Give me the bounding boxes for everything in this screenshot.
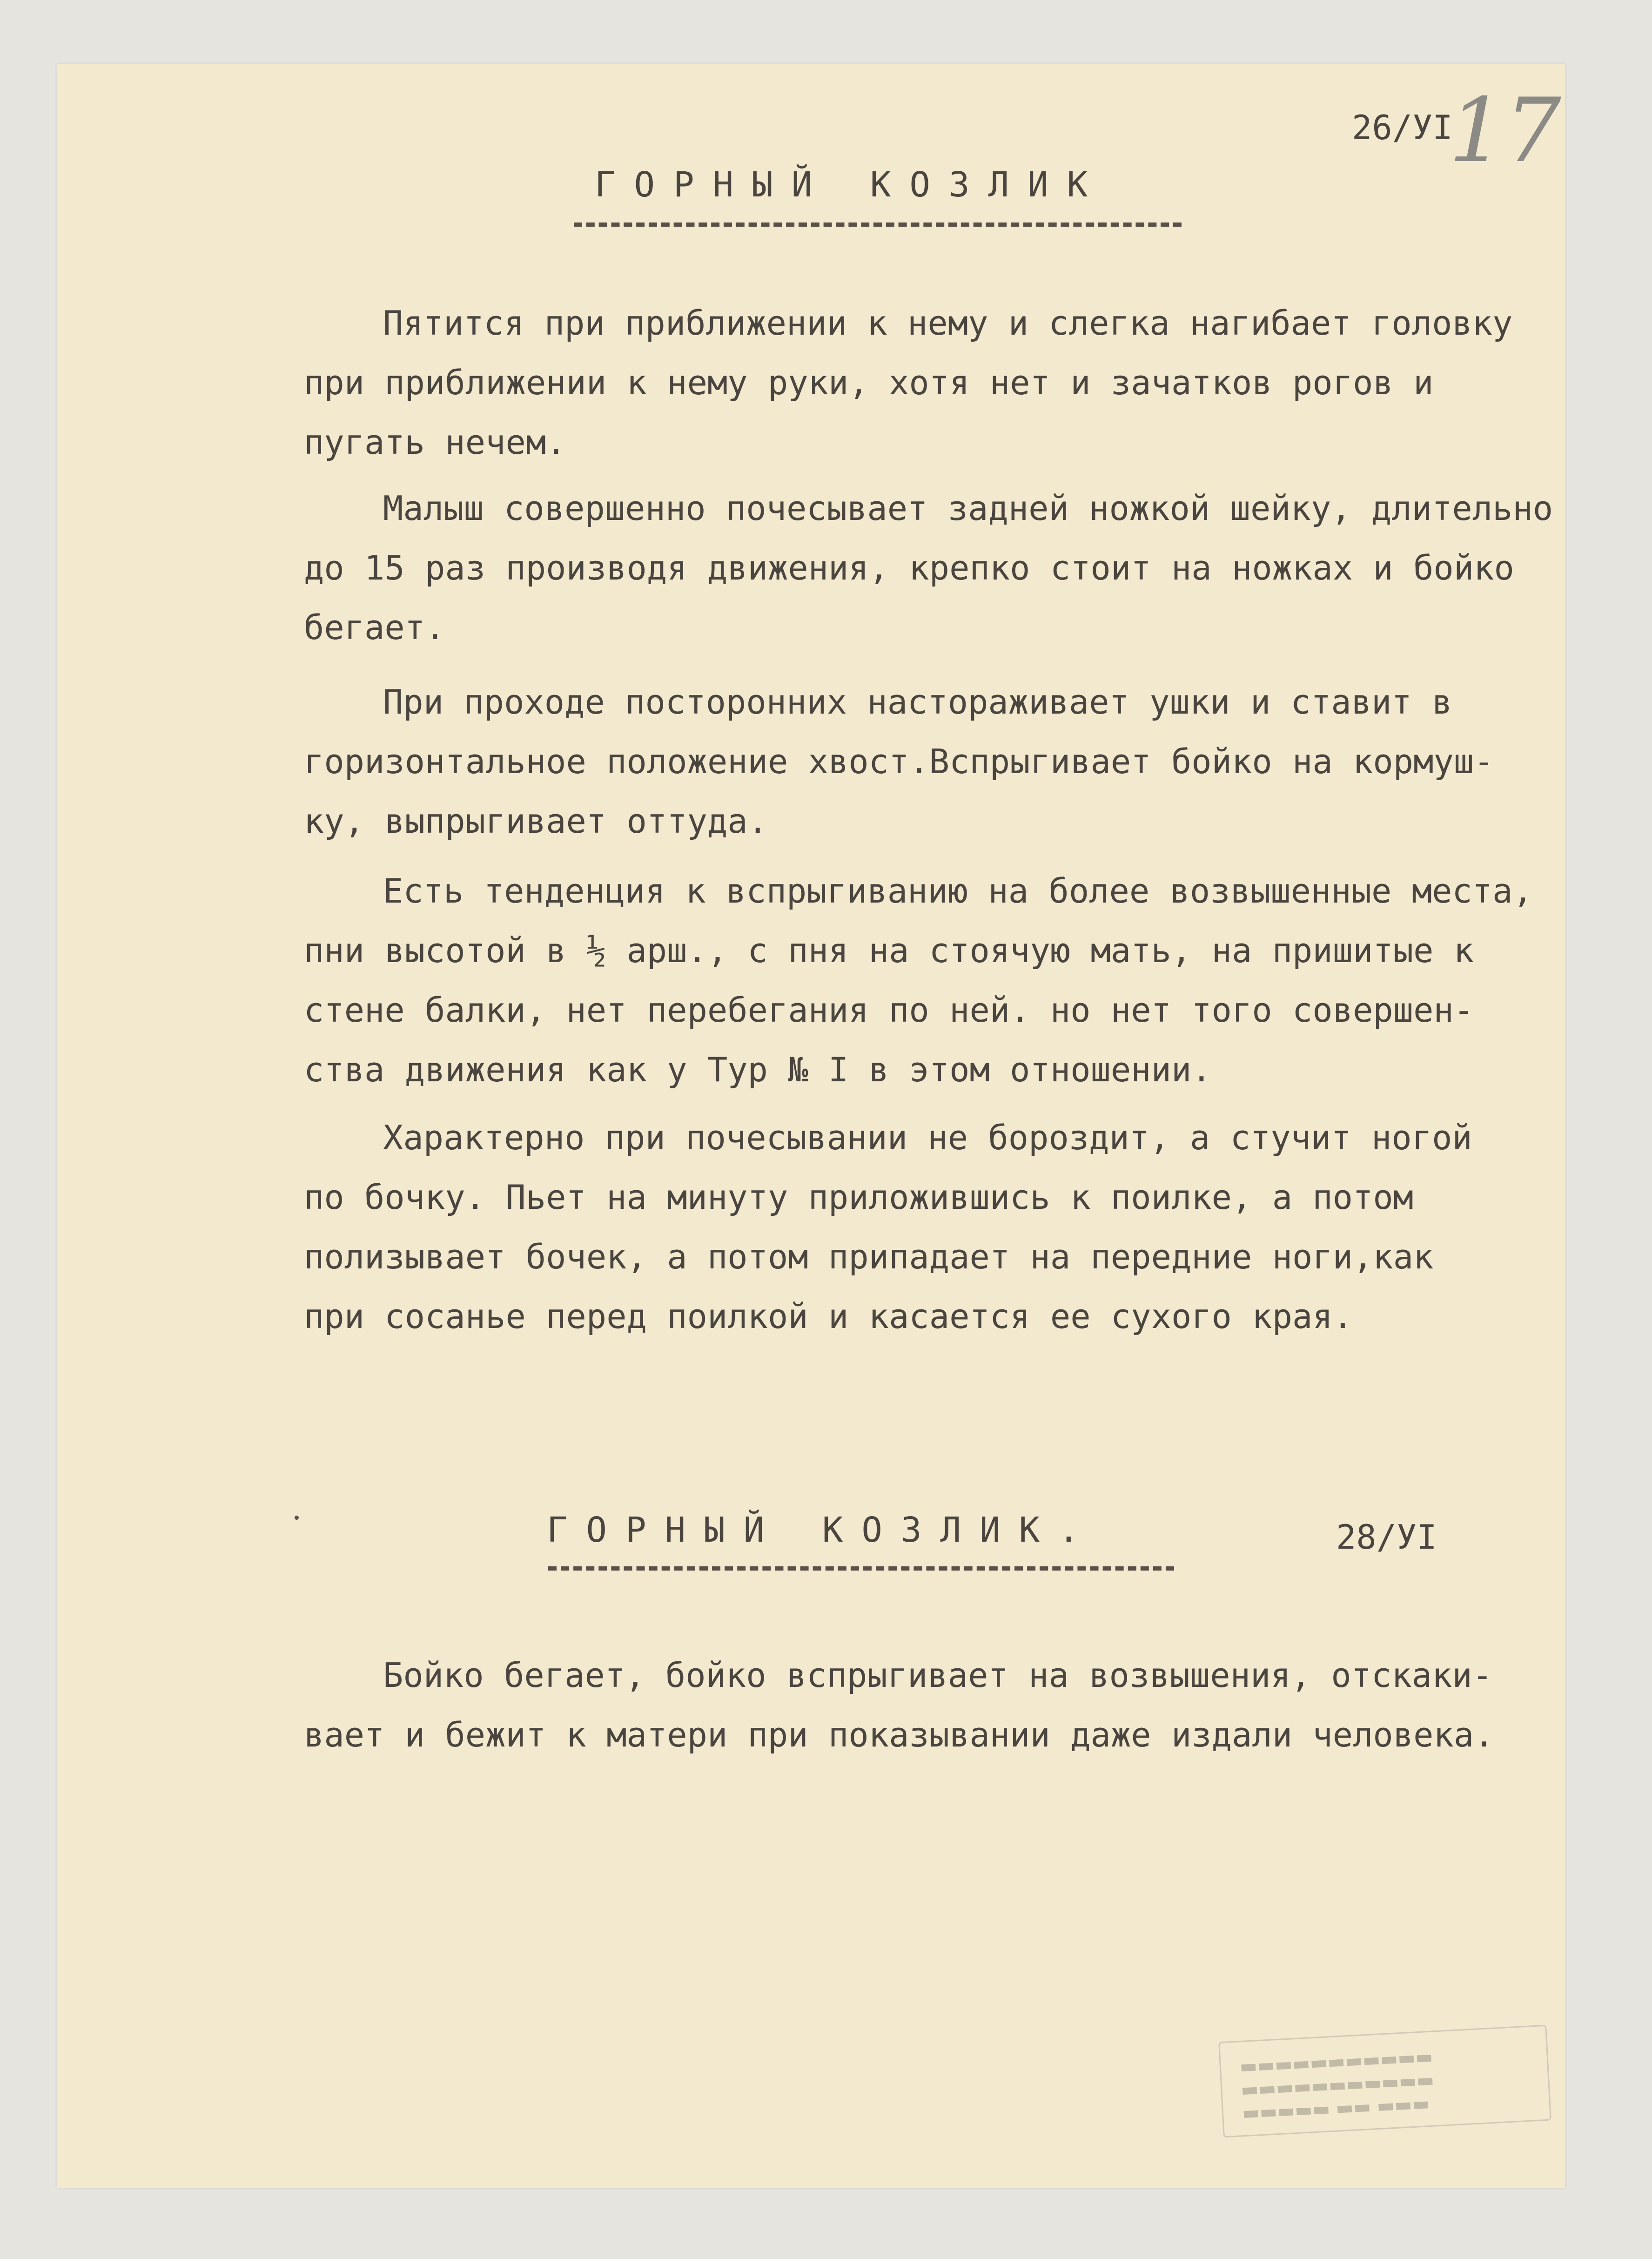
text-line: Малыш совершенно почесывает задней ножкой шейку, длительно	[383, 489, 1553, 528]
section-title-2: ГОРНЫЙ КОЗЛИК.	[547, 1510, 1098, 1550]
text-line: пугать нечем.	[304, 423, 566, 462]
folio-number: 17	[1449, 79, 1561, 182]
text-line: Есть тенденция к вспрыгиванию на более возвышенные места,	[383, 871, 1533, 910]
text-line: При проходе посторонних настораживает ушки и ставит в	[383, 682, 1452, 722]
text-line: при сосанье перед поилкой и касается ее сухого края.	[304, 1297, 1353, 1336]
text-line: Бойко бегает, бойко вспрыгивает на возвышения, отскаки-	[383, 1656, 1493, 1695]
title-underline-1	[574, 223, 1182, 227]
text-line: стене балки, нет перебегания по ней. но нет того совершен-	[304, 991, 1474, 1030]
document-page	[57, 64, 1565, 2188]
page-date: 26/УI	[1352, 108, 1453, 147]
text-line: горизонтальное положение хвост.Вспрыгивает бойко на кормуш-	[304, 742, 1494, 781]
text-line: бегает.	[304, 608, 445, 647]
text-line: вает и бежит к матери при показывании даже издали человека.	[304, 1715, 1494, 1754]
text-line: Пятится при приближении к нему и слегка нагибает головку	[383, 303, 1513, 343]
text-line: пни высотой в ½ арш., с пня на стоячую мать, на пришитые к	[304, 931, 1474, 970]
text-line: ства движения как у Тур № I в этом отношении.	[304, 1050, 1212, 1089]
section-title-1: ГОРНЫЙ КОЗЛИК	[595, 165, 1107, 205]
text-line: ку, выпрыгивает оттуда.	[304, 802, 768, 841]
entry-date: 28/УI	[1336, 1517, 1437, 1557]
text-line: по бочку. Пьет на минуту приложившись к поилке, а потом	[304, 1178, 1414, 1217]
text-line: до 15 раз производя движения, крепко стоит на ножках и бойко	[304, 548, 1514, 587]
ink-speck	[295, 1516, 299, 1520]
archive-stamp: ▬▬▬▬▬▬▬▬▬▬▬ ▬▬▬▬▬▬▬▬▬▬▬ ▬▬▬▬▬ ▬▬ ▬▬▬	[1218, 2025, 1551, 2138]
text-line: Характерно при почесывании не бороздит, а стучит ногой	[383, 1118, 1472, 1157]
text-line: при приближении к нему руки, хотя нет и зачатков рогов и	[304, 363, 1434, 402]
title-underline-2	[548, 1566, 1174, 1571]
text-line: полизывает бочек, а потом припадает на передние ноги,как	[304, 1237, 1434, 1276]
